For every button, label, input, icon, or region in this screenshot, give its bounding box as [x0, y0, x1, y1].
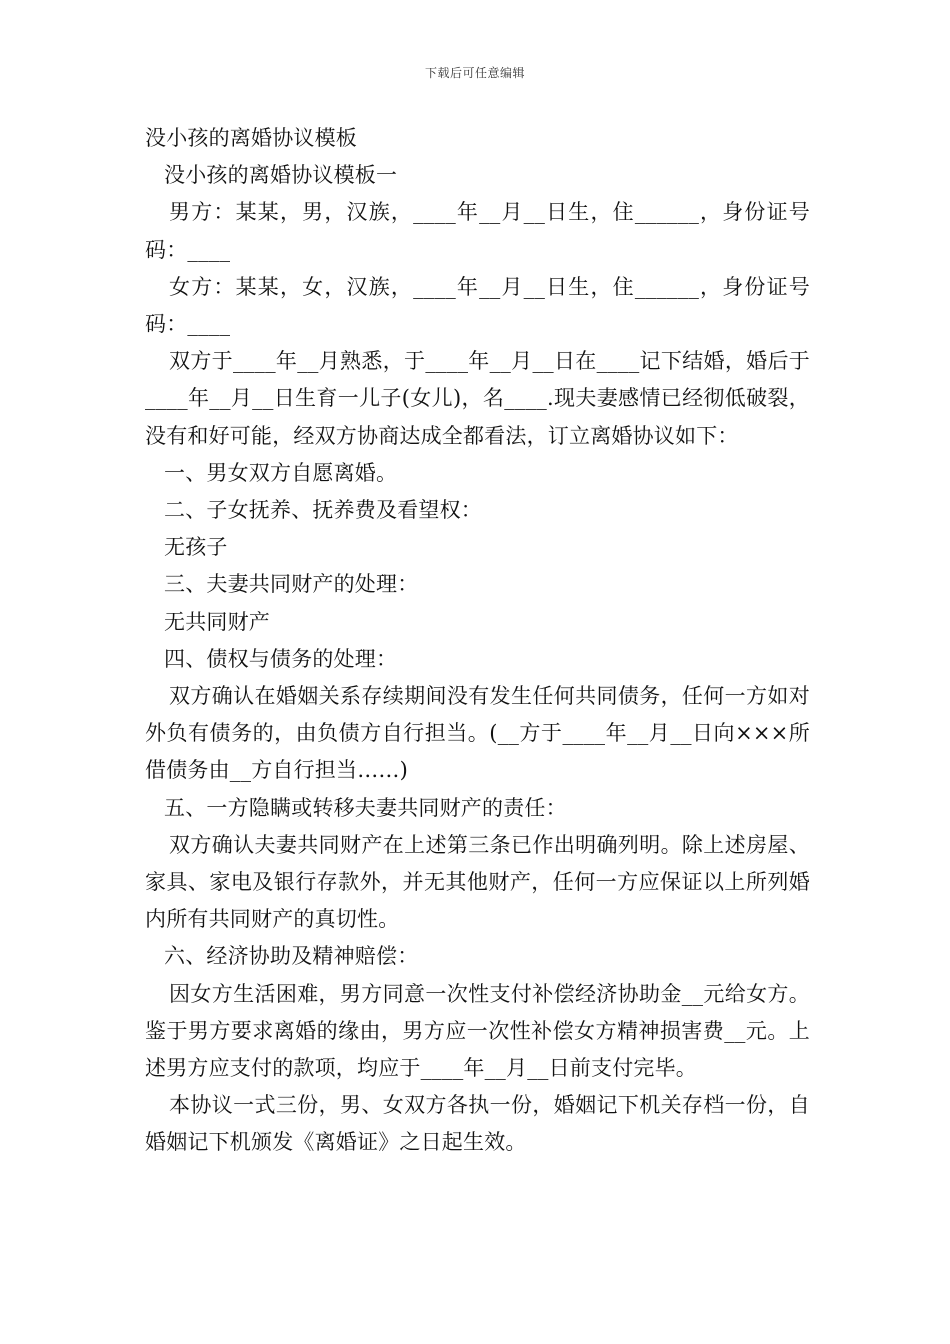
- document-subtitle: 没小孩的离婚协议模板一: [164, 163, 398, 188]
- paragraph-female-party: 女方：某某，女，汉族，____年__月__日生，住______，身份证号码：____: [145, 274, 810, 337]
- clause-4-heading: 四、债权与债务的处理：: [164, 646, 398, 671]
- clause-6-heading: 六、经济协助及精神赔偿：: [164, 944, 419, 969]
- clause-2-body: 无孩子: [164, 535, 228, 560]
- closing-paragraph: 本协议一式三份，男、女双方各执一份，婚姻记下机关存档一份，自婚姻记下机颁发《离婚证》之日起生效。: [145, 1093, 810, 1155]
- clause-3-heading: 三、夫妻共同财产的处理：: [164, 572, 419, 597]
- clause-4-body: 双方确认在婚姻关系存续期间没有发生任何共同债务，任何一方如对外负有债务的，由负债方自行担当。(__方于____年__月__日向×××所借债务由__方自行担当……): [145, 684, 810, 783]
- paragraph-male-party: 男方：某某，男，汉族，____年__月__日生，住______，身份证号码：____: [145, 200, 810, 262]
- clause-2-heading: 二、子女抚养、抚养费及看望权：: [164, 498, 482, 523]
- document-body: [145, 120, 810, 1162]
- clause-5-heading: 五、一方隐瞒或转移夫妻共同财产的责任：: [164, 795, 567, 820]
- page-header-note: 下载后可任意编辑: [424, 66, 525, 80]
- paragraph-marriage-info: 双方于____年__月熟悉，于____年__月__日在____记下结婚，婚后于____年__月__日生育一儿子(女儿)，名____.现夫妻感情已经彻低破裂，没有和好可能，经双方协商达成全都看法，订立离婚协议如下：: [145, 349, 810, 448]
- clause-6-body: 因女方生活困难，男方同意一次性支付补偿经济协助金__元给女方。鉴于男方要求离婚的缘由，男方应一次性补偿女方精神损害费__元。上述男方应支付的款项，均应于____年__月__日前支付完毕。: [145, 981, 810, 1081]
- document-title: 没小孩的离婚协议模板: [145, 126, 357, 150]
- clause-1-heading: 一、男女双方自愿离婚。: [164, 460, 398, 485]
- clause-3-body: 无共同财产: [164, 609, 270, 634]
- clause-5-body: 双方确认夫妻共同财产在上述第三条已作出明确列明。除上述房屋、家具、家电及银行存款外，并无其他财产，任何一方应保证以上所列婚内所有共同财产的真切性。: [145, 832, 810, 932]
